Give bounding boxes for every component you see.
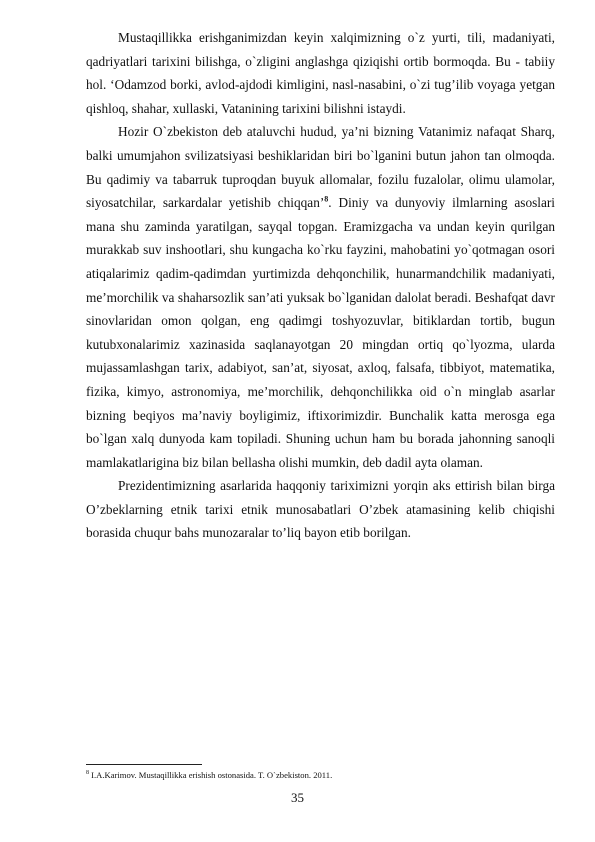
footnote-reference: 8 <box>324 194 329 204</box>
paragraph-2-text-after: . Diniy va dunyoviy ilmlarning asoslari mana shu zaminda yaratilgan, sayqal topgan. Eramizgacha va undan keyin qurilgan murakkab suv inshootlari, shu kungacha ko`rku fayzini, mahobatini yo`qotmagan osori atiqalarimiz qadim-qadimdan yurtimizda dehqonchilik, hunarmandchilik madaniyati, me’morchilik va shaharsozlik san’ati yuksak bo`lganidan dalolat beradi. Beshafqat davr sinovlaridan omon qolgan, eng qadimgi toshyozuvlar, bitiklardan tortib, bugun kutubxonalarimiz xazinasida saqlanayotgan 20 mingdan ortiq qo`lyozma, ularda mujassamlashgan tarix, adabiyot, san’at, siyosat, axloq, falsafa, tibbiyot, matematika, fizika, kimyo, astronomiya, me’morchilik, dehqonchilikka oid o`n minglab asarlar bizning beqiyos ma’naviy boyligimiz, iftixorimizdir. Bunchalik katta merosga ega bo`lgan xalq dunyoda kam topiladi. Shuning uchun ham bu borada jahonning sanoqli mamlakatlarigina biz bilan bellasha olishi mumkin, deb dadil ayta olaman. <box>86 195 556 470</box>
page-number: 35 <box>291 790 304 805</box>
paragraph-1: Mustaqillikka erishganimizdan keyin xalqimizning o`z yurti, tili, madaniyati, qadriyatlari tarixini bilishga, o`zligini anglashga qiziqishi ortib bormoqda. Bu - tabiiy hol. ‘Odamzod borki, avlod-ajdodi kimligini, nasl-nasabini, o`zi tug’ilib voyaga yetgan qishloq, shahar, xullaski, Vatanining tarixini bilishni istaydi. <box>86 30 555 116</box>
footnote-mark: 8 <box>86 770 89 776</box>
paragraph-2 <box>86 120 555 474</box>
footnote-separator <box>86 764 202 765</box>
footnote <box>86 768 555 781</box>
paragraph-3: Prezidentimizning asarlarida haqqoniy tariximizni yorqin aks ettirish bilan birga O’zbeklarning etnik tarixi etnik munosabatlari O’zbek atamasining kelib chiqishi borasida chuqur bahs munozaralar to’liq bayon etib borilgan. <box>86 478 555 541</box>
body-text <box>86 26 555 545</box>
footnote-text: I.A.Karimov. Mustaqillikka erishish ostonasida. T. O`zbekiston. 2011. <box>89 769 333 780</box>
paragraph-2-text-before: Hozir O`zbekiston deb ataluvchi hudud, ya’ni bizning Vatanimiz nafaqat Sharq, balki umumjahon svilizatsiyasi beshiklaridan biri bo`lganini butun jahon tan olmoqda. Bu qadimiy va tabarruk tuproqdan buyuk allomalar, fozilu fuzalolar, olimu ulamolar, siyosatchilar, sarkardalar yetishib chiqqan’ <box>86 124 555 211</box>
